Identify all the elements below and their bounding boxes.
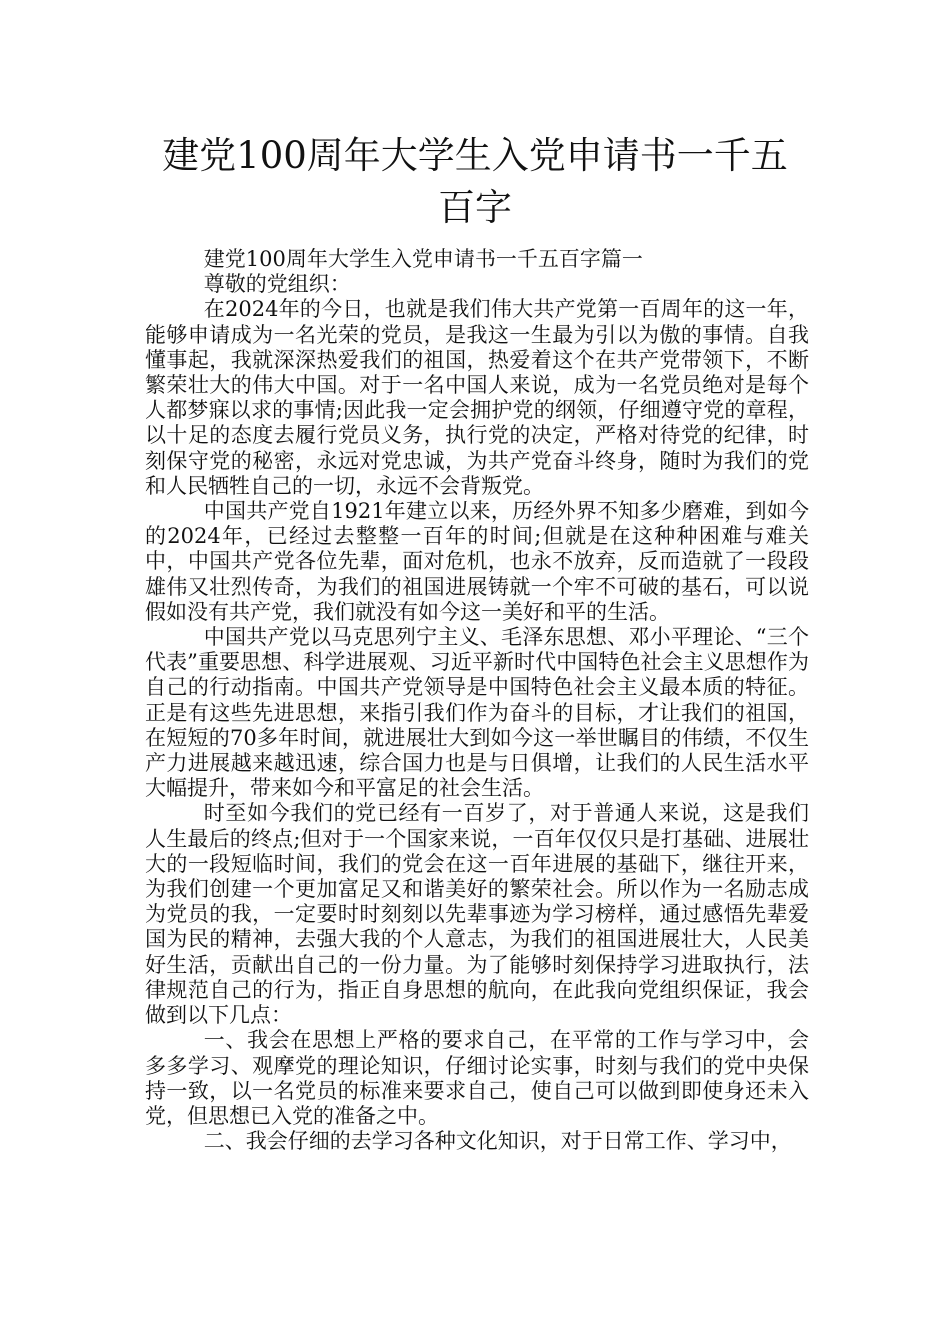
document-title: 建党100周年大学生入党申请书一千五百字: [162, 134, 788, 229]
document-body: [145, 247, 809, 1154]
paragraph-1: 在2024年的今日，也就是我们伟大共产党第一百周年的这一年，能够申请成为一名光荣的党员，是我这一生最为引以为傲的事情。自我懂事起，我就深深热爱我们的祖国，热爱着这个在共产党带领下，不断繁荣壮大的伟大中国。对于一名中国人来说，成为一名党员绝对是每个人都梦寐以求的事情;因此我一定会拥护党的纲领，仔细遵守党的章程，以十足的态度去履行党员义务，执行党的决定，严格对待党的纪律，时刻保守党的秘密，永远对党忠诚，为共产党奋斗终身，随时为我们的党和人民牺牲自己的一切，永远不会背叛党。: [145, 297, 809, 498]
paragraph-2: 中国共产党自1921年建立以来，历经外界不知多少磨难，到如今的2024年，已经过去整整一百年的时间;但就是在这种种困难与难关中，中国共产党各位先辈，面对危机，也永不放弃，反而造就了一段段雄伟又壮烈传奇，为我们的祖国进展铸就一个牢不可破的基石，可以说假如没有共产党，我们就没有如今这一美好和平的生活。: [145, 499, 809, 624]
paragraph-4: 时至如今我们的党已经有一百岁了，对于普通人来说，这是我们人生最后的终点;但对于一个国家来说，一百年仅仅只是打基础、进展壮大的一段短临时间，我们的党会在这一百年进展的基础下，继往开来，为我们创建一个更加富足又和谐美好的繁荣社会。所以作为一名励志成为党员的我，一定要时时刻刻以先辈事迹为学习榜样，通过感悟先辈爱国为民的精神，去强大我的个人意志，为我们的祖国进展壮大，人民美好生活，贡献出自己的一份力量。为了能够时刻保持学习进取执行，法律规范自己的行为，指正自身思想的航向，在此我向党组织保证，我会做到以下几点：: [145, 801, 809, 1028]
paragraph-3: 中国共产党以马克思列宁主义、毛泽东思想、邓小平理论、“三个代表”重要思想、科学进展观、习近平新时代中国特色社会主义思想作为自己的行动指南。中国共产党领导是中国特色社会主义最本质的特征。正是有这些先进思想，来指引我们作为奋斗的目标，才让我们的祖国，在短短的70多年时间，就进展壮大到如今这一举世瞩目的伟绩，不仅生产力进展越来越迅速，综合国力也是与日俱增，让我们的人民生活水平大幅提升，带来如今和平富足的社会生活。: [145, 625, 809, 801]
paragraph-6: 二、我会仔细的去学习各种文化知识，对于日常工作、学习中，: [203, 1129, 792, 1154]
salutation: 尊敬的党组织：: [203, 272, 351, 297]
section-heading: 建党100周年大学生入党申请书一千五百字篇一: [203, 247, 643, 271]
paragraph-5: 一、我会在思想上严格的要求自己，在平常的工作与学习中，会多多学习、观摩党的理论知识，仔细讨论实事，时刻与我们的党中央保持一致，以一名党员的标准来要求自己，使自己可以做到即使身还未入党，但思想已入党的准备之中。: [145, 1028, 809, 1128]
